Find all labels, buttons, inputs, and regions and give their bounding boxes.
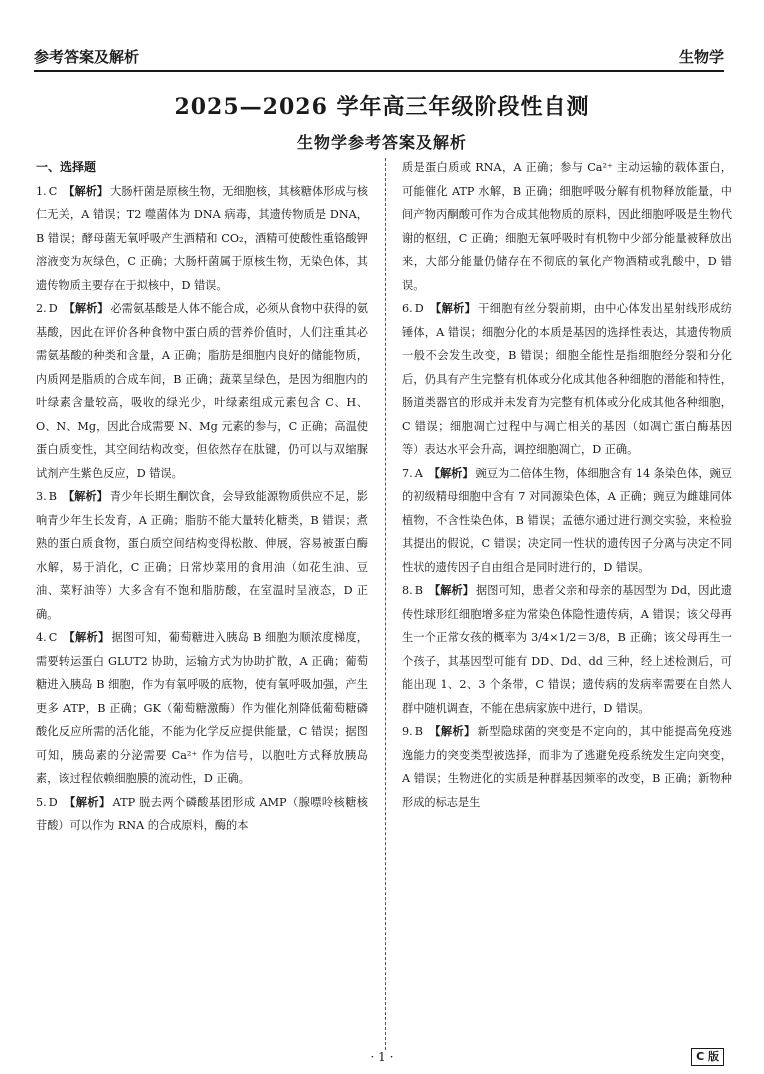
- item-text: 大肠杆菌是原核生物，无细胞核，其核糖体形成与核仁无关，A 错误；T2 噬菌体为 DNA 病毒，其遗传物质是 DNA，B 错误；酵母菌无氧呼吸产生酒精和 CO₂，酒精可使酸性重铬酸钾溶液变为灰绿色，C 正确；大肠杆菌属于原核生物，无染色体，其遗传物质主要存在于拟核中，D 错误。: [36, 184, 368, 292]
- answer-item: [402, 720, 732, 814]
- item-number: 3.: [36, 490, 47, 503]
- item-number: 2.: [36, 302, 47, 315]
- header-left: 参考答案及解析: [34, 48, 140, 66]
- item-number: 4.: [36, 631, 47, 644]
- item-text: 据图可知，葡萄糖进入胰岛 B 细胞为顺浓度梯度，需要转运蛋白 GLUT2 协助，运输方式为协助扩散，A 正确；葡萄糖进入胰岛 B 细胞，作为有氧呼吸的底物，使有氧呼吸加强，产生更多 ATP，B 正确；GK（葡萄糖激酶）作为催化剂降低葡萄糖磷酸化反应所需的活化能，不能为化学反应提供能量，C 错误；据图可知，胰岛素的分泌需要 Ca²⁺ 作为信号，以胞吐方式释放胰岛素，该过程依赖细胞膜的流动性，D 正确。: [36, 631, 368, 785]
- page-subtitle: 生物学参考答案及解析: [296, 133, 467, 152]
- answer-item: [36, 297, 368, 485]
- item-number: 8.: [402, 584, 413, 597]
- item-number: 6.: [402, 302, 413, 315]
- analysis-tag: 【解析】: [63, 631, 110, 644]
- header-right: 生物学: [678, 48, 724, 66]
- column-divider: [385, 158, 386, 1050]
- answer-item: [402, 297, 732, 462]
- page-number: · 1 ·: [370, 1050, 394, 1064]
- answer-item: [36, 485, 368, 626]
- left-items: [36, 180, 368, 838]
- item-text: 干细胞有丝分裂前期，由中心体发出星射线形成纺锤体，A 错误；细胞分化的本质是基因的选择性表达，其遗传物质一般不会发生改变，B 错误；细胞全能性是指细胞经分裂和分化后，仍具有产生完整有机体或分化成其他各种细胞的潜能和特性，肠道类器官的形成并未发育为完整有机体或分化成其他各种细胞，C 错误；细胞凋亡过程中与凋亡相关的基因（如凋亡蛋白酶基因等）表达水平会升高，调控细胞凋亡，D 正确。: [402, 302, 732, 456]
- right-items: [402, 297, 732, 814]
- section-heading: 一、选择题: [36, 160, 97, 174]
- item-answer: B: [48, 490, 57, 503]
- answer-item: [36, 180, 368, 298]
- item-number: 9.: [402, 725, 413, 738]
- item-text: 据图可知，患者父亲和母亲的基因型为 Dd，因此遗传性球形红细胞增多症为常染色体隐性遗传病，A 错误；该父母再生一个正常女孩的概率为 3/4×1/2＝3/8，B 正确；该父母再生一个孩子，其基因型可能有 DD、Dd、dd 三种，经上述检测后，可能出现 1、2、3 个条带，C 错误；遗传病的发病率需要在自然人群中随机调查，不能在患病家族中进行，D 错误。: [402, 584, 732, 715]
- page-header: [34, 46, 724, 72]
- item-answer: B: [414, 725, 423, 738]
- analysis-tag: 【解析】: [428, 725, 476, 738]
- right-column: [402, 156, 732, 814]
- analysis-tag: 【解析】: [63, 184, 109, 198]
- item-text: ATP 脱去两个磷酸基团形成 AMP（腺嘌呤核糖核苷酸）可以作为 RNA 的合成原料，酶的本: [36, 795, 368, 832]
- analysis-tag: 【解析】: [428, 466, 474, 480]
- item-answer: D: [414, 302, 424, 315]
- item-text: 必需氨基酸是人体不能合成，必须从食物中获得的氨基酸，因此在评价各种食物中蛋白质的营养价值时，人们注重其必需氨基酸的种类和含量，A 正确；脂肪是细胞内良好的储能物质，内质网是脂质的合成车间，B 正确；蔬菜呈绿色，是因为细胞内的叶绿素含量较高，吸收的绿光少，叶绿素组成元素包含 C、H、O、N、Mg，因此合成需要 N、Mg 元素的参与，C 正确；高温使蛋白质变性，其空间结构改变，但依然存在肽键，仍可以与双缩脲试剂产生紫色反应，D 错误。: [36, 302, 368, 480]
- analysis-tag: 【解析】: [429, 302, 477, 315]
- item-answer: B: [414, 584, 423, 597]
- answer-item: [402, 462, 732, 580]
- analysis-tag: 【解析】: [63, 302, 109, 315]
- analysis-tag: 【解析】: [63, 795, 111, 809]
- left-column: [36, 156, 368, 838]
- item-answer: D: [48, 795, 58, 809]
- version-badge: C 版: [691, 1048, 724, 1066]
- answer-item: [36, 626, 368, 791]
- answer-item: [402, 579, 732, 720]
- answer-item: [36, 791, 368, 838]
- item-number: 5.: [36, 795, 47, 809]
- item-number: 7.: [402, 466, 413, 480]
- item-number: 1.: [36, 184, 47, 198]
- analysis-tag: 【解析】: [428, 584, 474, 597]
- continued-text: 质是蛋白质或 RNA，A 正确；参与 Ca²⁺ 主动运输的载体蛋白，可能催化 ATP 水解，B 正确；细胞呼吸分解有机物释放能量，中间产物丙酮酸可作为合成其他物质的原料，因此细胞呼吸是生物代谢的枢纽，C 正确；细胞无氧呼吸时有机物中少部分能量被释放出来，大部分能量仍储存在不彻底的氧化产物酒精或乳酸中，D 错误。: [402, 161, 732, 292]
- item-text: 豌豆为二倍体生物，体细胞含有 14 条染色体，豌豆的初级精母细胞中含有 7 对同源染色体，A 正确；豌豆为雌雄同体植物，不含性染色体，B 错误；孟德尔通过进行测交实验，来检验其提出的假说，C 错误；决定同一性状的遗传因子分离与决定不同性状的遗传因子自由组合是同时进行的，D 错误。: [402, 466, 732, 574]
- item-text: 青少年长期生酮饮食，会导致能源物质供应不足，影响青少年生长发育，A 正确；脂肪不能大量转化糖类，B 错误；煮熟的蛋白质食物，蛋白质空间结构变得松散、伸展，容易被蛋白酶水解，易于消化，C 正确；日常炒菜用的食用油（如花生油、豆油、菜籽油等）大多含有不饱和脂肪酸，在室温时呈液态，D 正确。: [36, 490, 368, 621]
- analysis-tag: 【解析】: [62, 490, 108, 503]
- item-answer: C: [48, 184, 58, 198]
- item-answer: A: [414, 466, 423, 480]
- item-text: 新型隐球菌的突变是不定向的，其中能提高免疫逃逸能力的突变类型被选择，而非为了逃避免疫系统发生定向突变，A 错误；生物进化的实质是种群基因频率的改变，B 正确；新物种形成的标志是生: [402, 725, 732, 809]
- item-answer: D: [48, 302, 58, 315]
- item-answer: C: [48, 631, 58, 644]
- page-title: 2025—2026 学年高三年级阶段性自测: [174, 94, 590, 120]
